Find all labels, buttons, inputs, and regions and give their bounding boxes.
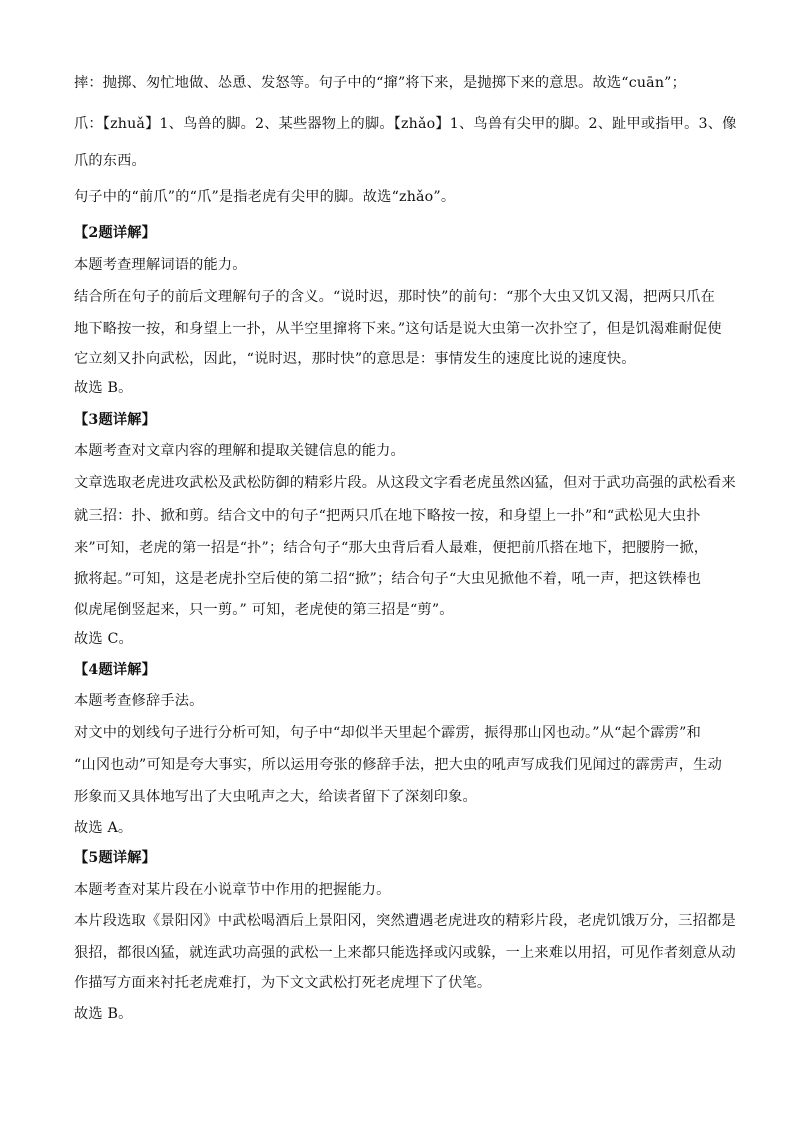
text-line: 来”可知，老虎的第一招是“扑”；结合句子“那大虫背后看人最难，便把前爪搭在地下，把腰胯一掀， <box>74 540 709 556</box>
text-line: 似虎尾倒竖起来，只一剪。” 可知，老虎使的第三招是“剪”。 <box>74 602 454 618</box>
text-line: 文章选取老虎进攻武松及武松防御的精彩片段。从这段文字看老虎虽然凶猛，但对于武功高强的武松看来 <box>74 475 736 491</box>
text-line: 狠招，都很凶猛，就连武功高强的武松一上来都只能选择或闪或躲，一上来难以用招，可见作者刻意从动 <box>74 945 736 961</box>
text-line: 作描写方面来衬托老虎难打，为下文文武松打死老虎埋下了伏笔。 <box>74 975 492 991</box>
text-line: 本题考查修辞手法。 <box>74 693 204 709</box>
text-line: 爪：【zhuǎ】1、鸟兽的脚。2、某些器物上的脚。【zhǎo】1、鸟兽有尖甲的脚。2、趾甲或指甲。3、像 <box>74 116 737 132</box>
text-line: 本片段选取《景阳冈》中武松喝酒后上景阳冈，突然遭遇老虎进攻的精彩片段，老虎饥饿万分，三招都是 <box>74 913 736 929</box>
text-line: “山冈也动”可知是夸大事实，所以运用夸张的修辞手法，把大虫的吼声写成我们见闻过的霹雳声，生动 <box>74 757 722 773</box>
text-line: 爪的东西。 <box>74 153 146 169</box>
text-line: 它立刻又扑向武松，因此，“说时迟，那时快”的意思是：事情发生的速度比说的速度快。 <box>74 351 636 367</box>
answer-line: 故选 B。 <box>74 380 133 396</box>
section-heading-2: 【2题详解】 <box>74 225 157 241</box>
text-line: 形象而又具体地写出了大虫吼声之大，给读者留下了深刻印象。 <box>74 789 477 805</box>
text-line: 结合所在句子的前后文理解句子的含义。“说时迟，那时快”的前句：“那个大虫又饥又渴，把两只爪在 <box>74 289 716 305</box>
text-line: 本题考查对文章内容的理解和提取关键信息的能力。 <box>74 443 405 459</box>
text-line: 对文中的划线句子进行分析可知，句子中“却似半天里起个霹雳，振得那山冈也动。”从“起个霹雳”和 <box>74 725 701 741</box>
section-heading-4: 【4题详解】 <box>74 662 157 678</box>
section-heading-5: 【5题详解】 <box>74 850 157 866</box>
section-heading-3: 【3题详解】 <box>74 412 157 428</box>
text-line: 摔：抛掷、匆忙地做、怂恿、发怒等。句子中的“撺”将下来，是抛掷下来的意思。故选“cuān”； <box>74 75 687 91</box>
answer-line: 故选 B。 <box>74 1006 133 1022</box>
answer-line: 故选 A。 <box>74 820 133 836</box>
text-line: 就三招：扑、掀和剪。结合文中的句子“把两只爪在地下略按一按，和身望上一扑”和“武松见大虫扑 <box>74 508 701 524</box>
text-line: 本题考查理解词语的能力。 <box>74 257 247 273</box>
text-line: 掀将起。”可知，这是老虎扑空后使的第二招“掀”；结合句子“大虫见掀他不着，吼一声，把这铁棒也 <box>74 571 701 587</box>
text-line: 本题考查对某片段在小说章节中作用的把握能力。 <box>74 882 391 898</box>
text-line: 句子中的“前爪”的“爪”是指老虎有尖甲的脚。故选“zhǎo”。 <box>74 189 456 205</box>
answer-line: 故选 C。 <box>74 631 133 647</box>
text-line: 地下略按一按，和身望上一扑，从半空里撺将下来。”这句话是说大虫第一次扑空了，但是饥渴难耐促使 <box>74 321 722 337</box>
